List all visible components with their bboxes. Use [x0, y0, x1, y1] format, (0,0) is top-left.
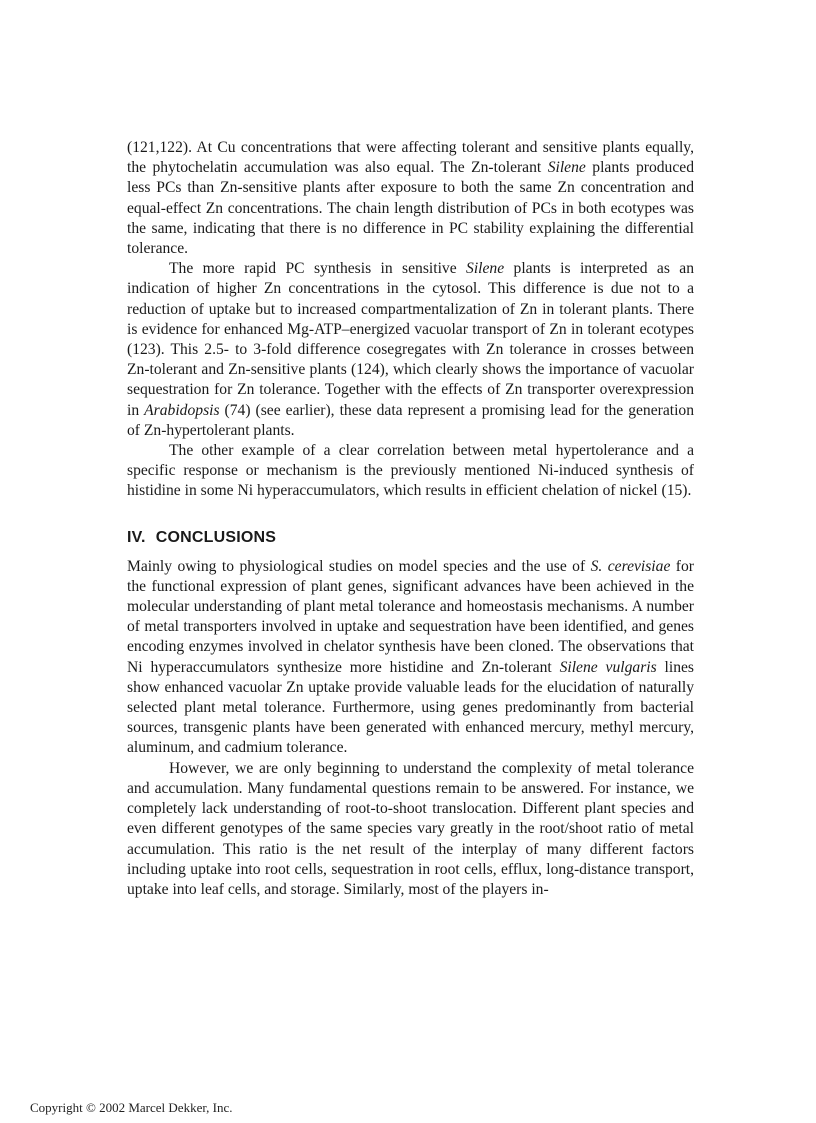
- italic-term: Silene vulgaris: [559, 658, 657, 676]
- text-run: plants is interpreted as an indication of higher Zn concentrations in the cytosol. This difference is due not to a reduction of uptake but to increased compartmentalization of Zn in tolerant plants. There is evidence for enhanced Mg-ATP–energized vacuolar transport of Zn in tolerant ecotypes (123). This 2.5- to 3-fold difference cosegregates with Zn tolerance in crosses between Zn-tolerant and Zn-sensitive plants (124), which clearly shows the importance of vacuolar sequestration for Zn tolerance. Together with the effects of Zn transporter overexpression in: [127, 260, 694, 419]
- section-title: CONCLUSIONS: [155, 528, 277, 546]
- paragraph: [127, 557, 694, 759]
- paragraph: [127, 759, 694, 900]
- section-heading: [127, 528, 694, 548]
- text-run: (74) (see earlier), these data represent a promising lead for the generation of Zn-hypertolerant plants.: [127, 401, 695, 439]
- copyright-footer: Copyright © 2002 Marcel Dekker, Inc.: [30, 1100, 233, 1115]
- italic-term: Silene: [466, 260, 505, 278]
- text-run: for the functional expression of plant genes, significant advances have been achieved in the molecular understanding of plant metal tolerance and homeostasis mechanisms. A number of metal transporters involved in uptake and sequestration have been identified, and genes encoding enzymes involved in chelator synthesis have been cloned. The observations that Ni hyperaccumulators synthesize more histidine and Zn-tolerant: [127, 557, 694, 676]
- text-run: lines show enhanced vacuolar Zn uptake provide valuable leads for the elucidation of naturally selected plant metal tolerance. Furthermore, using genes predominantly from bacterial sources, transgenic plants have been generated with enhanced mercury, methyl mercury, aluminum, and cadmium tolerance.: [127, 658, 694, 757]
- text-run: plants produced less PCs than Zn-sensitive plants after exposure to both the same Zn concentration and equal-effect Zn concentrations. The chain length distribution of PCs in both ecotypes was the same, indicating that there is no difference in PC stability explaining the differential tolerance.: [127, 159, 694, 258]
- paragraph: [127, 138, 694, 259]
- body-text-top: [127, 138, 694, 502]
- italic-term: Silene: [547, 159, 586, 177]
- paragraph: [127, 441, 694, 502]
- text-run: However, we are only beginning to understand the complexity of metal tolerance and accumulation. Many fundamental questions remain to be answered. For instance, we completely lack understanding of root-to-shoot translocation. Different plant species and even different genotypes of the same species vary greatly in the root/shoot ratio of metal accumulation. This ratio is the net result of the interplay of many different factors including uptake into root cells, sequestration in root cells, efflux, long-distance transport, uptake into leaf cells, and storage. Similarly, most of the players in-: [127, 759, 694, 898]
- text-run: The other example of a clear correlation between metal hypertolerance and a specific response or mechanism is the previously mentioned Ni-induced synthesis of histidine in some Ni hyperaccumulators, which results in efficient chelation of nickel (15).: [127, 442, 694, 500]
- text-run: The more rapid PC synthesis in sensitive: [169, 260, 467, 278]
- italic-term: S. cerevisiae: [590, 557, 671, 575]
- page-body: [127, 138, 694, 900]
- italic-term: Arabidopsis: [144, 401, 220, 419]
- paragraph: [127, 259, 694, 441]
- text-run: (121,122). At Cu concentrations that were affecting tolerant and sensitive plants equally, the phytochelatin accumulation was also equal. The Zn-tolerant: [127, 139, 694, 177]
- body-text-bottom: [127, 557, 694, 900]
- text-run: Mainly owing to physiological studies on model species and the use of: [127, 557, 591, 575]
- section-number: IV.: [127, 528, 146, 546]
